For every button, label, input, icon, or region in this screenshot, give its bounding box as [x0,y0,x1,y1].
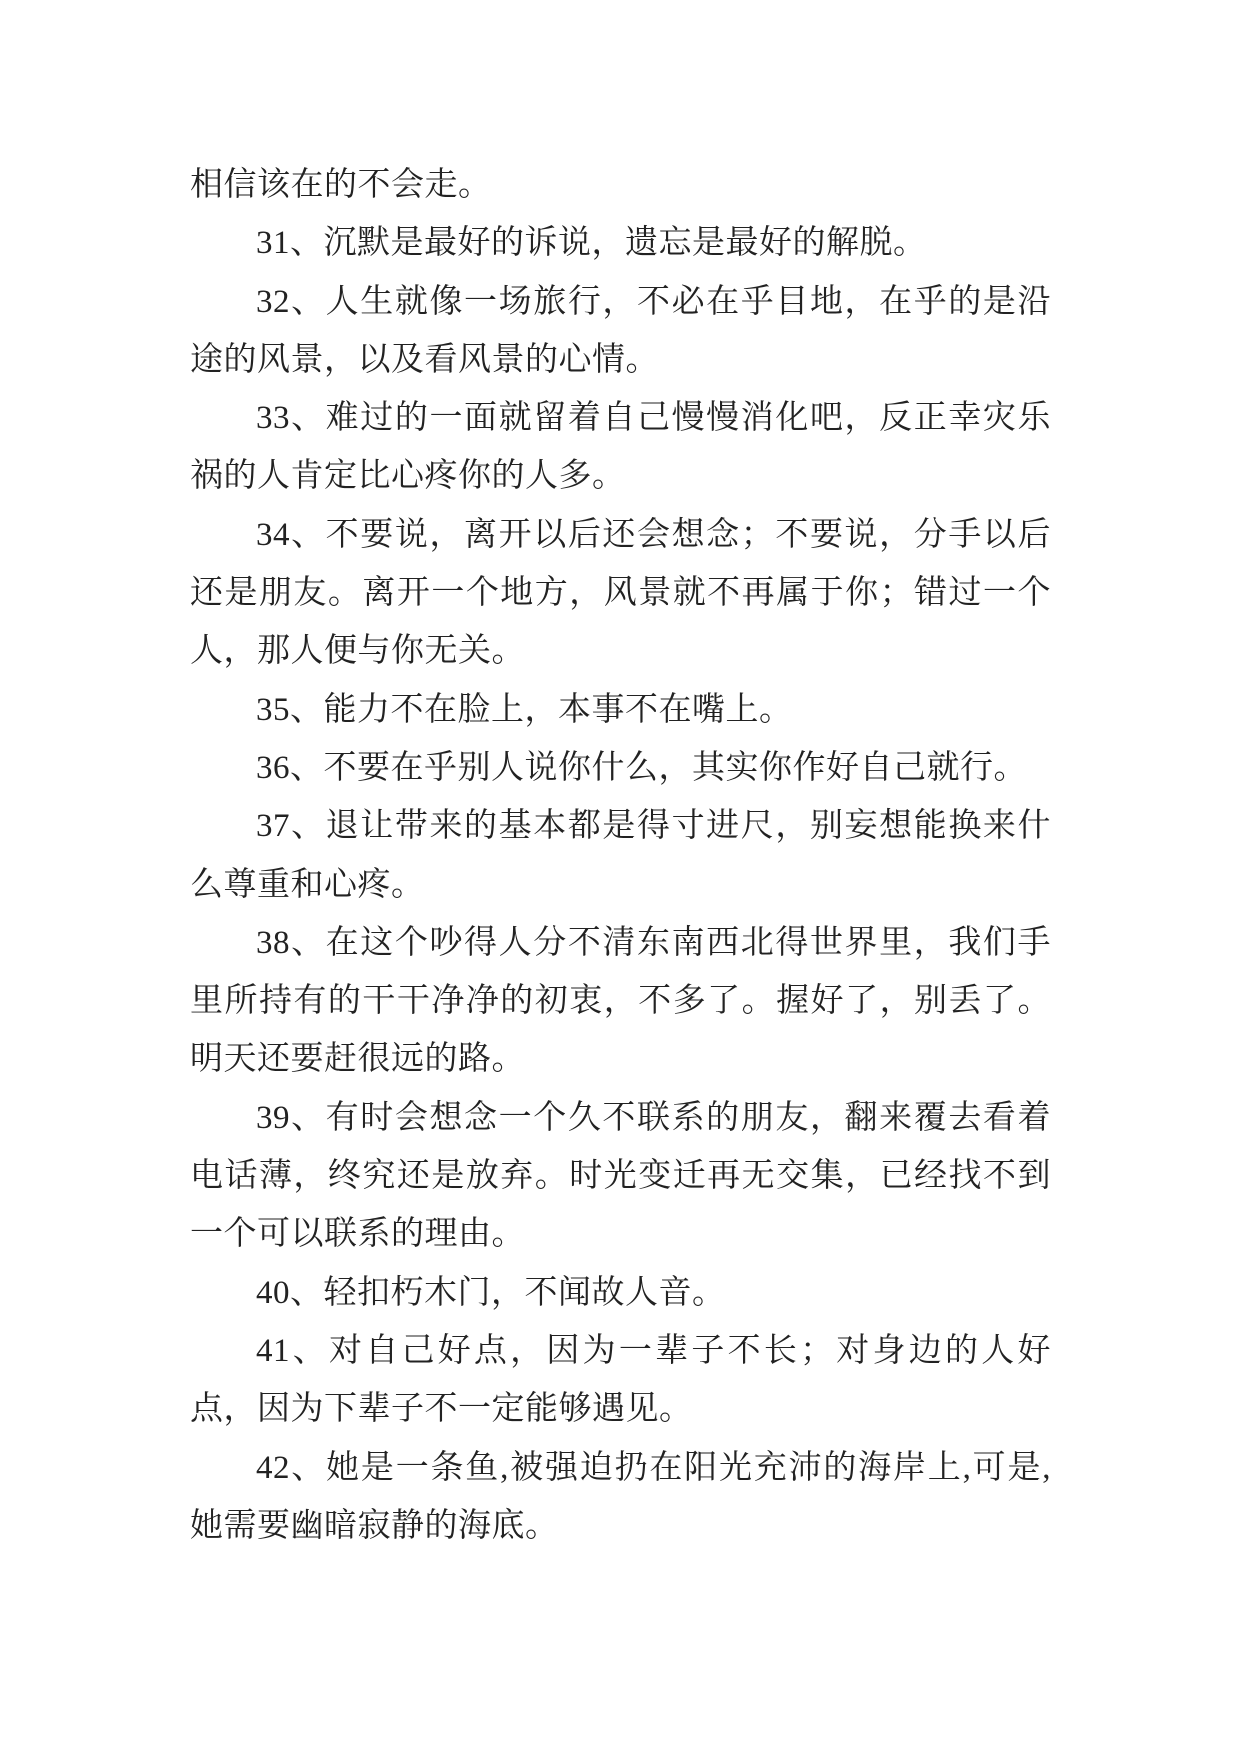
paragraph: 36、不要在乎别人说你什么，其实你作好自己就行。 [256,749,1027,786]
paragraph: 38、在这个吵得人分不清东南西北得世界里，我们手里所持有的干干净净的初衷，不多了。握好了，别丢了。明天还要赶很远的路。 [190,924,1051,1078]
paragraph: 相信该在的不会走。 [190,167,492,203]
paragraph: 37、退让带来的基本都是得寸进尺，别妄想能换来什么尊重和心疼。 [190,808,1051,903]
paragraph: 33、难过的一面就留着自己慢慢消化吧，反正幸灾乐祸的人肯定比心疼你的人多。 [190,400,1051,495]
paragraph: 42、她是一条鱼,被强迫扔在阳光充沛的海岸上,可是,她需要幽暗寂静的海底。 [190,1449,1051,1544]
paragraph: 41、对自己好点，因为一辈子不长；对身边的人好点，因为下辈子不一定能够遇见。 [190,1332,1051,1428]
paragraph: 31、沉默是最好的诉说，遗忘是最好的解脱。 [256,225,927,262]
document-content [190,156,1051,1555]
paragraph: 35、能力不在脸上，本事不在嘴上。 [256,691,793,728]
paragraph: 39、有时会想念一个久不联系的朋友，翻来覆去看着电话薄，终究还是放弃。时光变迁再无交集，已经找不到一个可以联系的理由。 [190,1099,1051,1253]
paragraph: 34、不要说，离开以后还会想念；不要说，分手以后还是朋友。离开一个地方，风景就不再属于你；错过一个人，那人便与你无关。 [190,516,1051,670]
paragraph: 32、人生就像一场旅行，不必在乎目地，在乎的是沿途的风景，以及看风景的心情。 [190,283,1051,378]
paragraph: 40、轻扣朽木门，不闻故人音。 [256,1274,726,1311]
